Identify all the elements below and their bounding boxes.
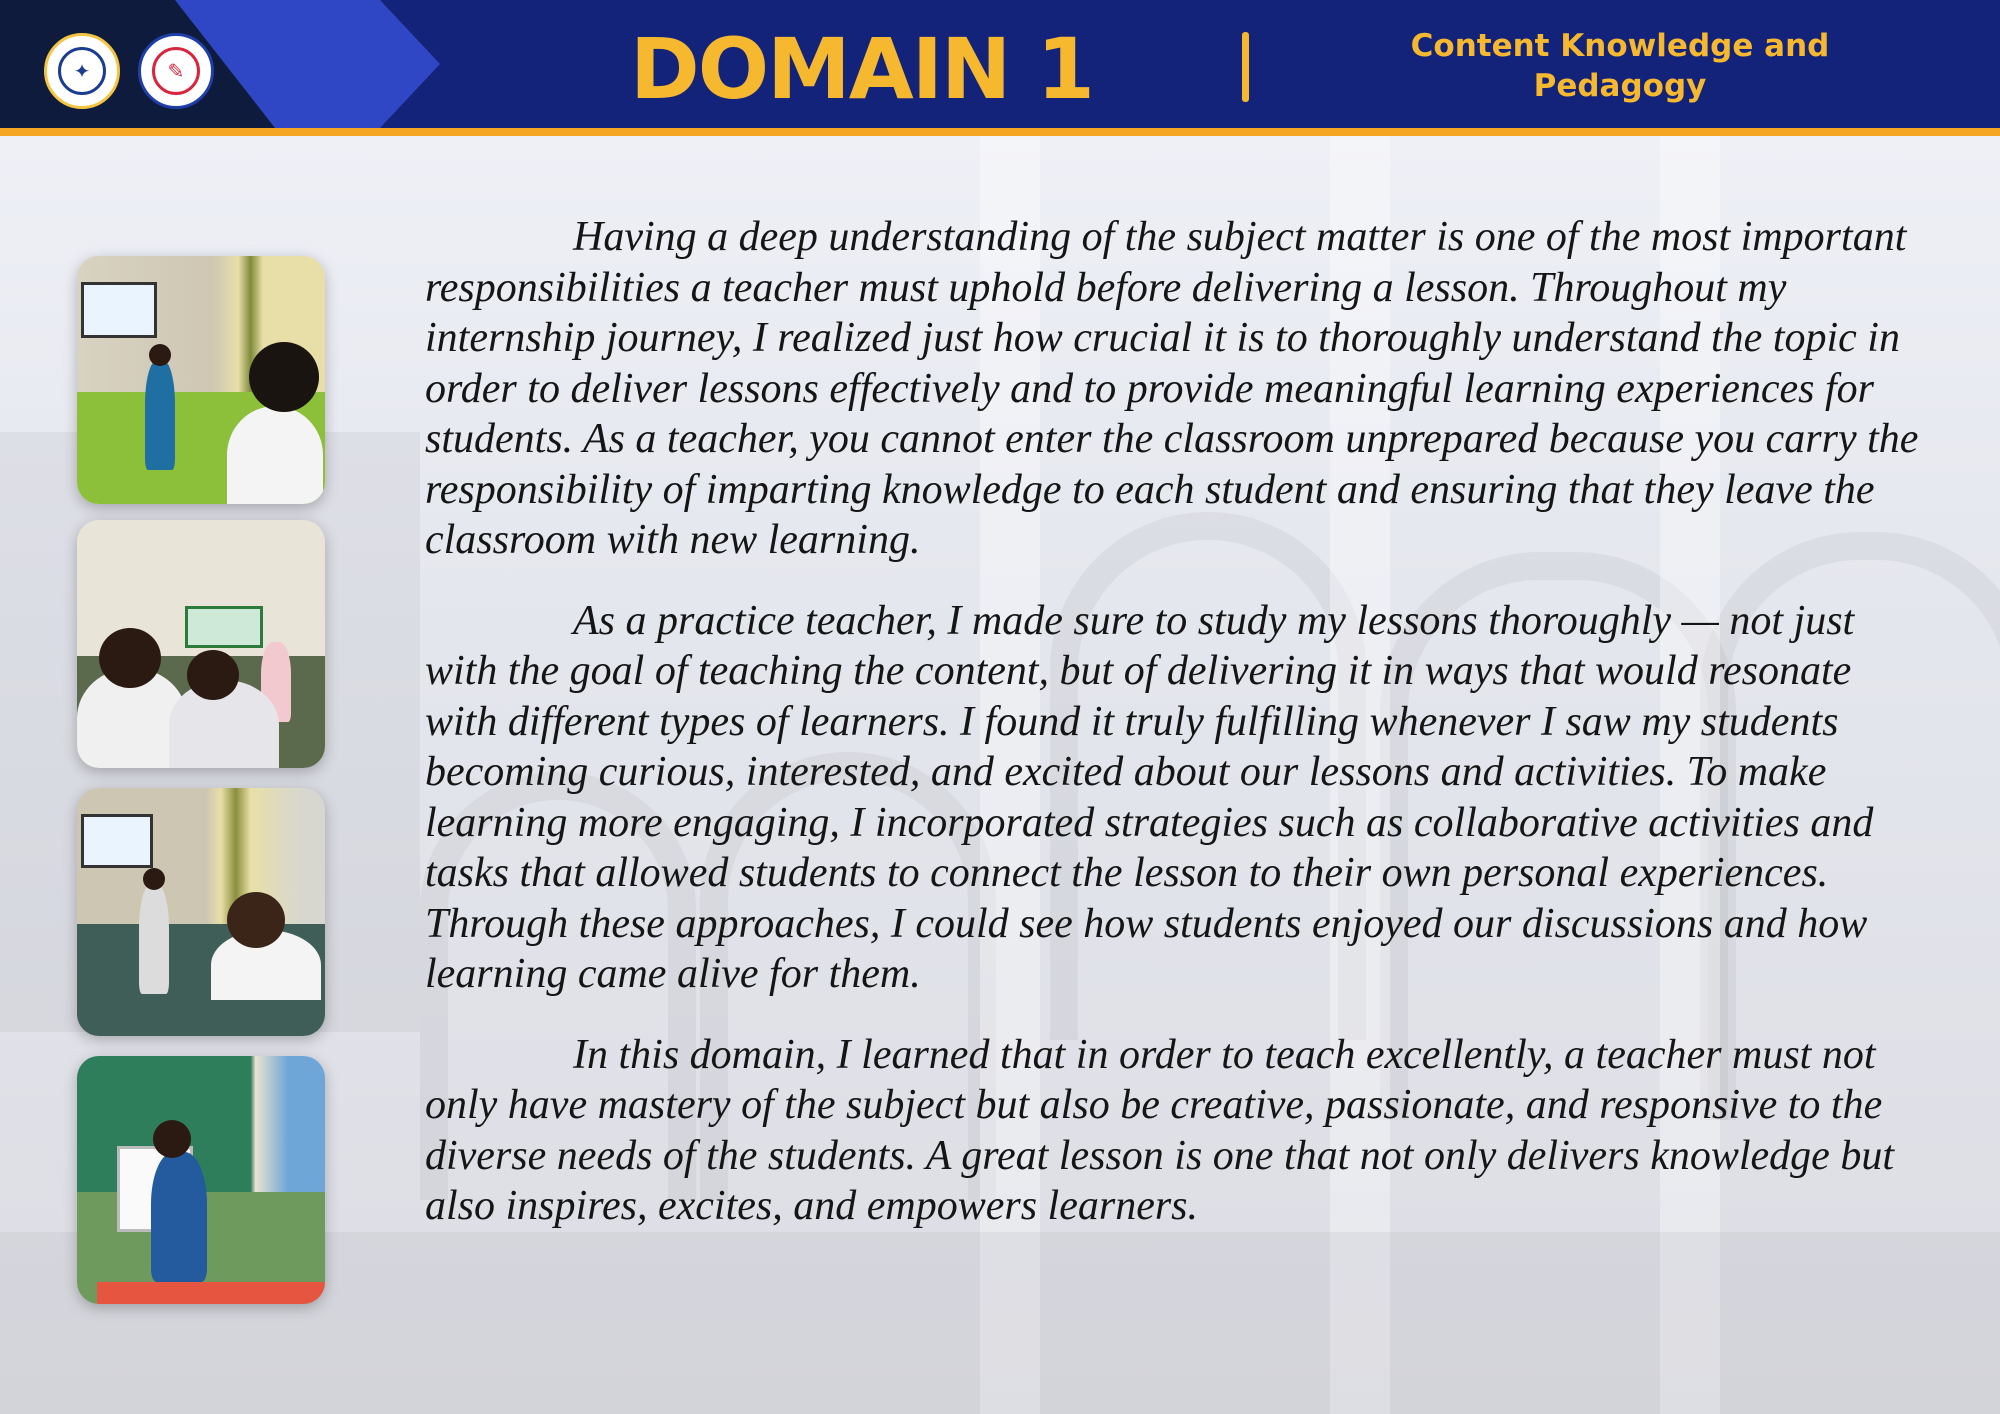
- university-seal-icon: ✦: [44, 33, 120, 109]
- paragraph-1: Having a deep understanding of the subject matter is one of the most important responsibilities a teacher must uphold before delivering a lesson. Throughout my internship journey, I realized just how crucial it is to thoroughly understand the topic in order to deliver lessons effectively and to provide meaningful learning experiences for students. As a teacher, you cannot enter the classroom unprepared because you carry the responsibility of imparting knowledge to each student and ensuring that they leave the classroom with new learning.: [425, 214, 1919, 563]
- header-bar: [0, 0, 2000, 128]
- paragraph-3: In this domain, I learned that in order to teach excellently, a teacher must not only have mastery of the subject but also be creative, passionate, and responsive to the diverse needs of the students. A great lesson is one that not only delivers knowledge but also inspires, excites, and empowers learners.: [425, 1031, 1894, 1229]
- classroom-photo-4: [77, 1056, 325, 1304]
- title-divider: [1242, 32, 1249, 102]
- classroom-photo-3: [77, 788, 325, 1036]
- classroom-photo-2: [77, 520, 325, 768]
- header-accent-stripe: [0, 128, 2000, 136]
- reflection-text: [425, 212, 1925, 1232]
- page-title: DOMAIN 1: [630, 20, 1093, 118]
- college-of-education-seal-icon: ✎: [138, 33, 214, 109]
- paragraph-2: As a practice teacher, I made sure to study my lessons thoroughly — not just with the goal of teaching the content, but of delivering it in ways that would resonate with different types of learners. I found it truly fulfilling whenever I saw my students becoming curious, interested, and excited about our lessons and activities. To make learning more engaging, I incorporated strategies such as collaborative activities and tasks that allowed students to connect the lesson to their own personal experiences. Through these approaches, I could see how students enjoyed our discussions and how learning came alive for them.: [425, 597, 1874, 997]
- classroom-photo-1: [77, 256, 325, 504]
- domain-subtitle: Content Knowledge and Pedagogy: [1410, 28, 1830, 104]
